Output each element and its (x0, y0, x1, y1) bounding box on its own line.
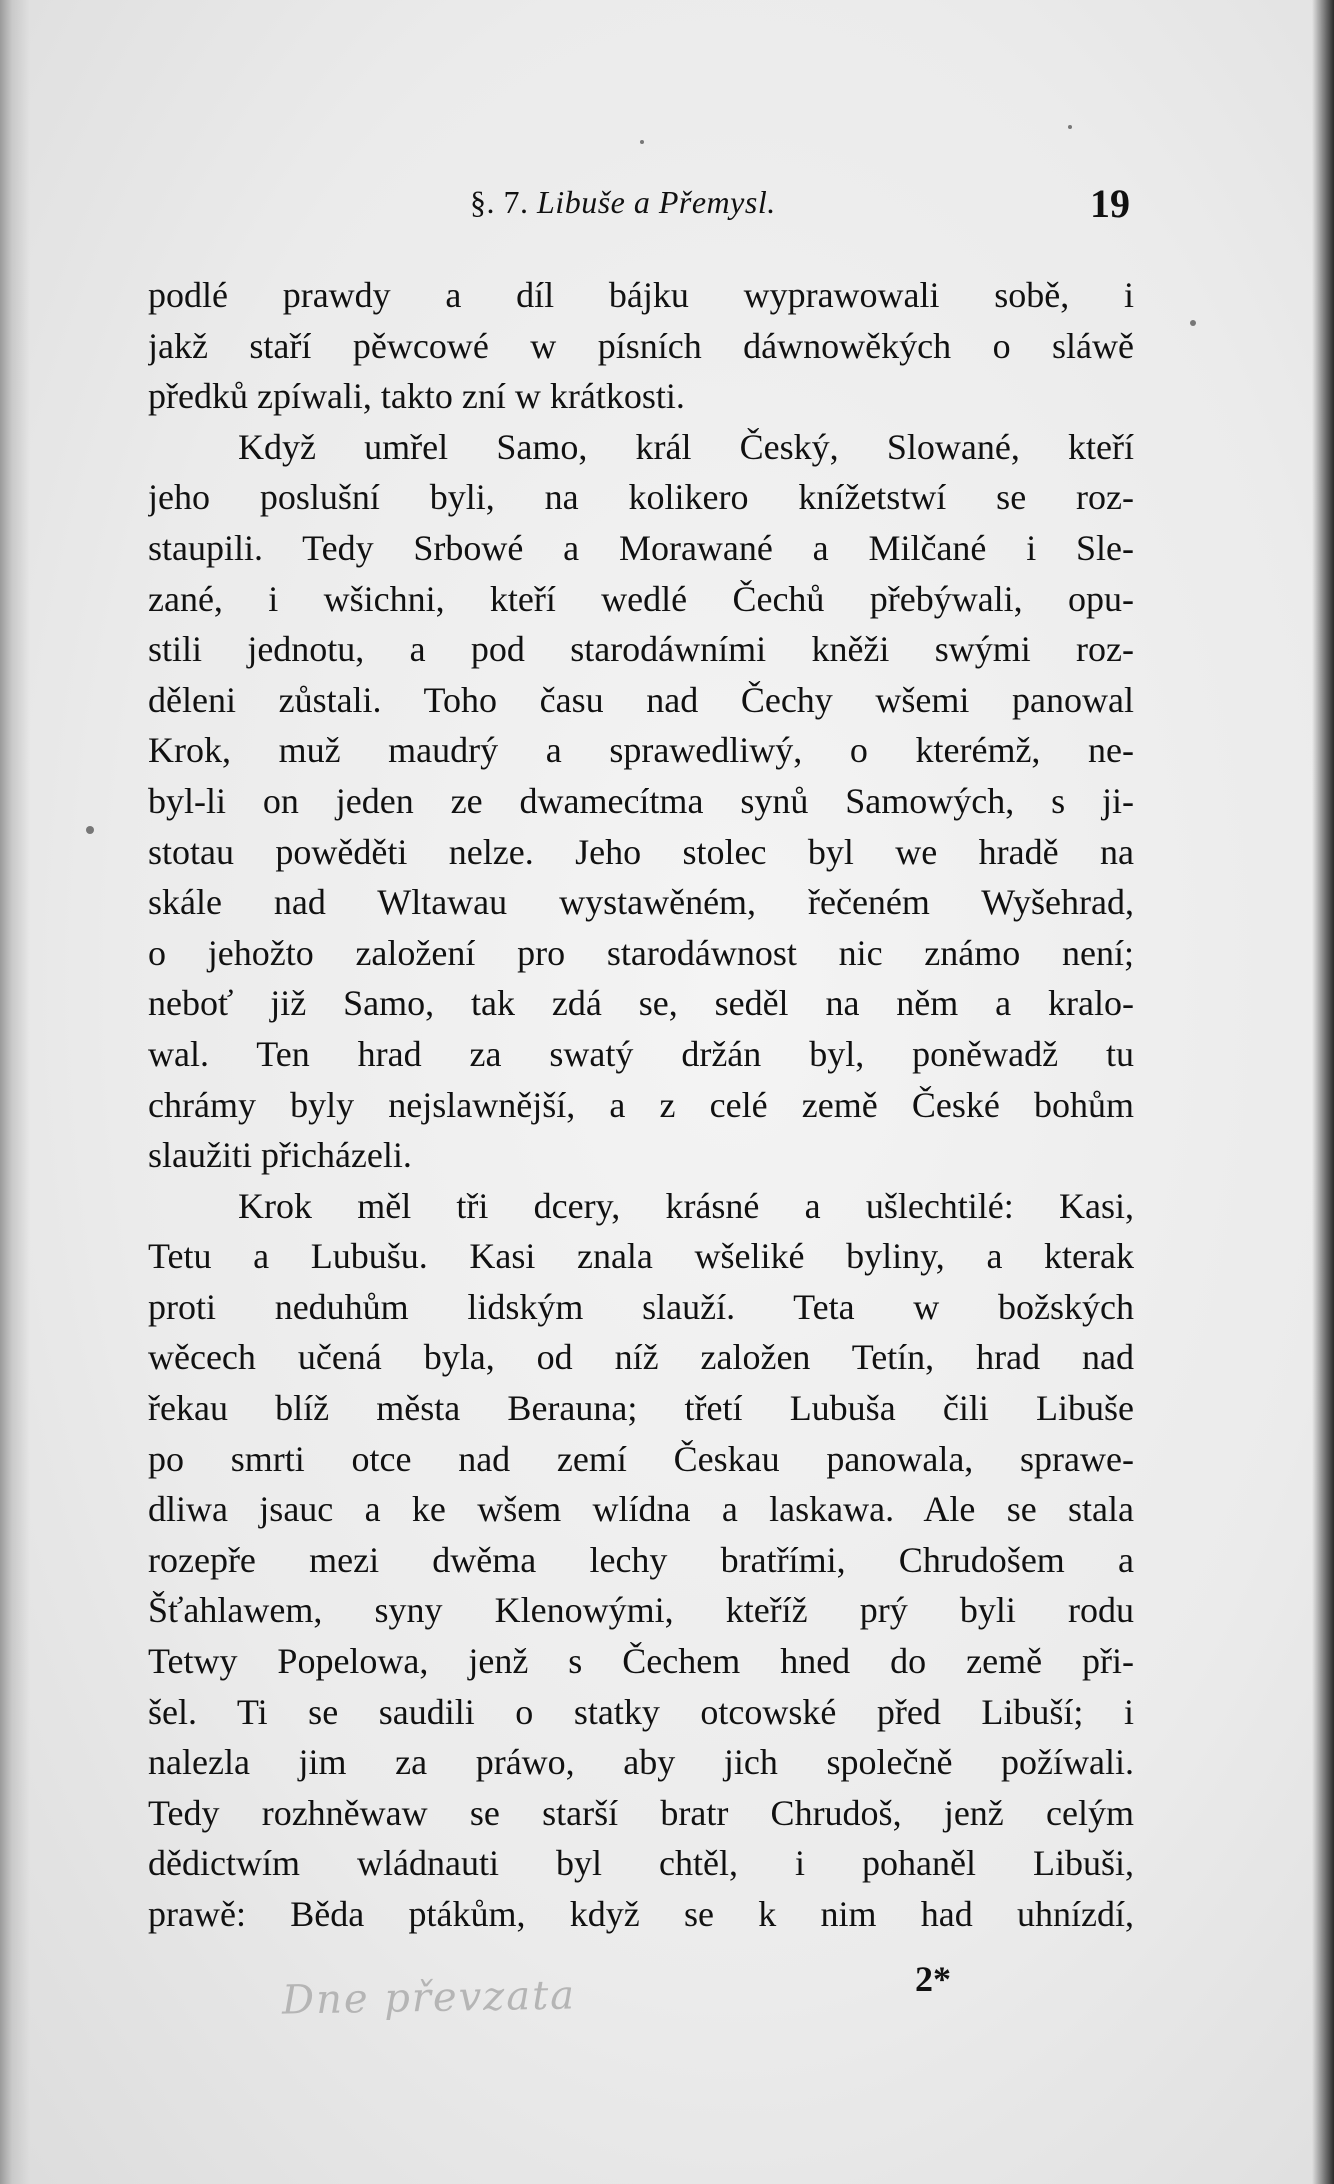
text-line: děleni zůstali. Toho času nad Čechy wšemi panowal (148, 679, 1134, 720)
print-speck (1190, 320, 1196, 326)
text-line: byl-li on jeden ze dwamecítma synů Samowých, s ji- (148, 780, 1134, 821)
text-line: po smrti otce nad zemí Českau panowala, sprawe- (148, 1438, 1134, 1479)
text-line: jeho poslušní byli, na kolikero knížetstwí se roz- (148, 477, 1134, 518)
text-line: proti neduhům lidským slauží. Teta w božských (148, 1286, 1134, 1327)
text-line: dliwa jsauc a ke wšem wlídna a laskawa. Ale se stala (148, 1489, 1134, 1530)
text-line: o jehožto založení pro starodáwnost nic známo není; (148, 932, 1134, 973)
page-edge-shadow (1312, 0, 1334, 2184)
body-text (148, 270, 1134, 1940)
text-line: chrámy byly nejslawnější, a z celé země České bohům (148, 1084, 1134, 1125)
print-speck (640, 140, 644, 144)
page-number: 19 (1090, 181, 1130, 226)
text-line: podlé prawdy a díl bájku wyprawowali sobě, i (148, 275, 1134, 315)
text-line: Šťahlawem, syny Klenowými, kteříž prý byli rodu (148, 1590, 1134, 1631)
text-line: wal. Ten hrad za swatý držán byl, poněwadž tu (148, 1033, 1134, 1074)
text-line: Krok, muž maudrý a sprawedliwý, o kterémž, ne- (148, 730, 1134, 771)
text-line: šel. Ti se saudili o statky otcowské před Libuší; i (148, 1691, 1134, 1732)
section-number: §. 7. (470, 184, 529, 220)
text-line: Když umřel Samo, král Český, Slowané, kteří (238, 426, 1134, 467)
text-line: Tetwy Popelowa, jenž s Čechem hned do země při- (148, 1641, 1134, 1682)
text-line: skále nad Wltawau wystawěném, řečeném Wyšehrad, (148, 882, 1134, 923)
text-line: wěcech učená byla, od níž založen Tetín, hrad nad (148, 1337, 1134, 1378)
text-line: neboť již Samo, tak zdá se, seděl na něm a kralo- (148, 983, 1134, 1024)
text-line: rozepře mezi dwěma lechy bratřími, Chrudošem a (148, 1539, 1134, 1580)
text-line: nalezla jim za práwo, aby jich společně požíwali. (148, 1742, 1134, 1783)
text-line: staupili. Tedy Srbowé a Morawané a Milčané i Sle- (148, 527, 1134, 568)
text-line: Tedy rozhněwaw se starší bratr Chrudoš, jenž celým (148, 1792, 1134, 1833)
text-line: Tetu a Lubušu. Kasi znala wšeliké byliny, a kterak (148, 1236, 1134, 1277)
running-head (470, 184, 776, 221)
text-line: Krok měl tři dcery, krásné a ušlechtilé: Kasi, (238, 1185, 1134, 1226)
chapter-title: Libuše a Přemysl. (537, 184, 776, 220)
print-speck (86, 826, 94, 834)
text-line: zané, i wšichni, kteří wedlé Čechů přebýwali, opu- (148, 578, 1134, 619)
text-line: předků zpíwali, takto zní w krátkosti. (148, 376, 685, 417)
text-line: prawě: Běda ptákům, když se k nim had uhnízdí, (148, 1894, 1134, 1934)
text-line: dědictwím wládnauti byl chtěl, i pohaněl Libuši, (148, 1843, 1134, 1884)
text-line: jakž staří pěwcowé w písních dáwnowěkých o sláwě (148, 325, 1134, 366)
text-line: stili jednotu, a pod starodáwními kněži swými roz- (148, 629, 1134, 670)
signature-mark: 2* (915, 1959, 951, 1999)
text-line: stotau powěděti nelze. Jeho stolec byl we hradě na (148, 831, 1134, 872)
handwritten-signature: Dne převzata (281, 1972, 577, 2024)
page-gutter-shadow (0, 0, 30, 2184)
text-line: řekau blíž města Berauna; třetí Lubuša čili Libuše (148, 1388, 1134, 1429)
text-line: slaužiti přicházeli. (148, 1135, 412, 1176)
print-speck (1068, 125, 1072, 129)
